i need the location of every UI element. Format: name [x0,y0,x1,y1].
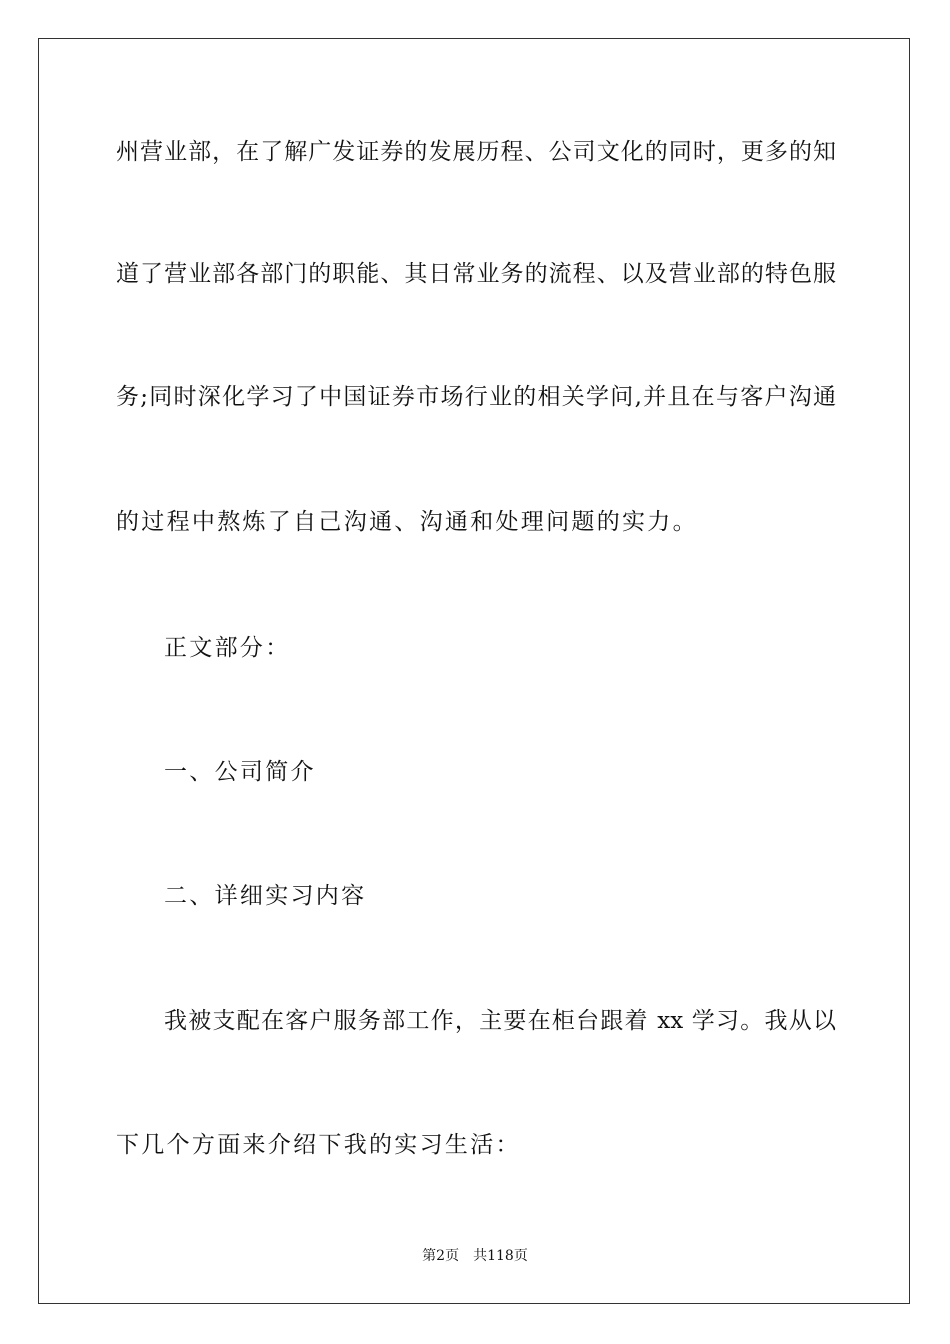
outline-item-1: 一、公司简介 [164,759,316,785]
paragraph-line-1: 州营业部，在了解广发证券的发展历程、公司文化的同时，更多的知 [116,139,836,165]
page-number: 第2页 [422,1248,460,1264]
outline-item-2: 二、详细实习内容 [164,883,367,909]
body-line-2: 下几个方面来介绍下我的实习生活： [116,1132,521,1158]
paragraph-line-3: 务;同时深化学习了中国证券市场行业的相关学问,并且在与客户沟通 [116,384,836,410]
page-border [38,38,910,1304]
paragraph-line-4: 的过程中熬炼了自己沟通、沟通和处理问题的实力。 [116,509,698,535]
body-line-1: 我被支配在客户服务部工作，主要在柜台跟着 xx 学习。我从以 [164,1008,836,1034]
section-heading: 正文部分： [164,635,291,661]
page-total: 共118页 [473,1248,528,1264]
paragraph-line-2: 道了营业部各部门的职能、其日常业务的流程、以及营业部的特色服 [116,261,836,287]
page-footer [0,1247,950,1265]
